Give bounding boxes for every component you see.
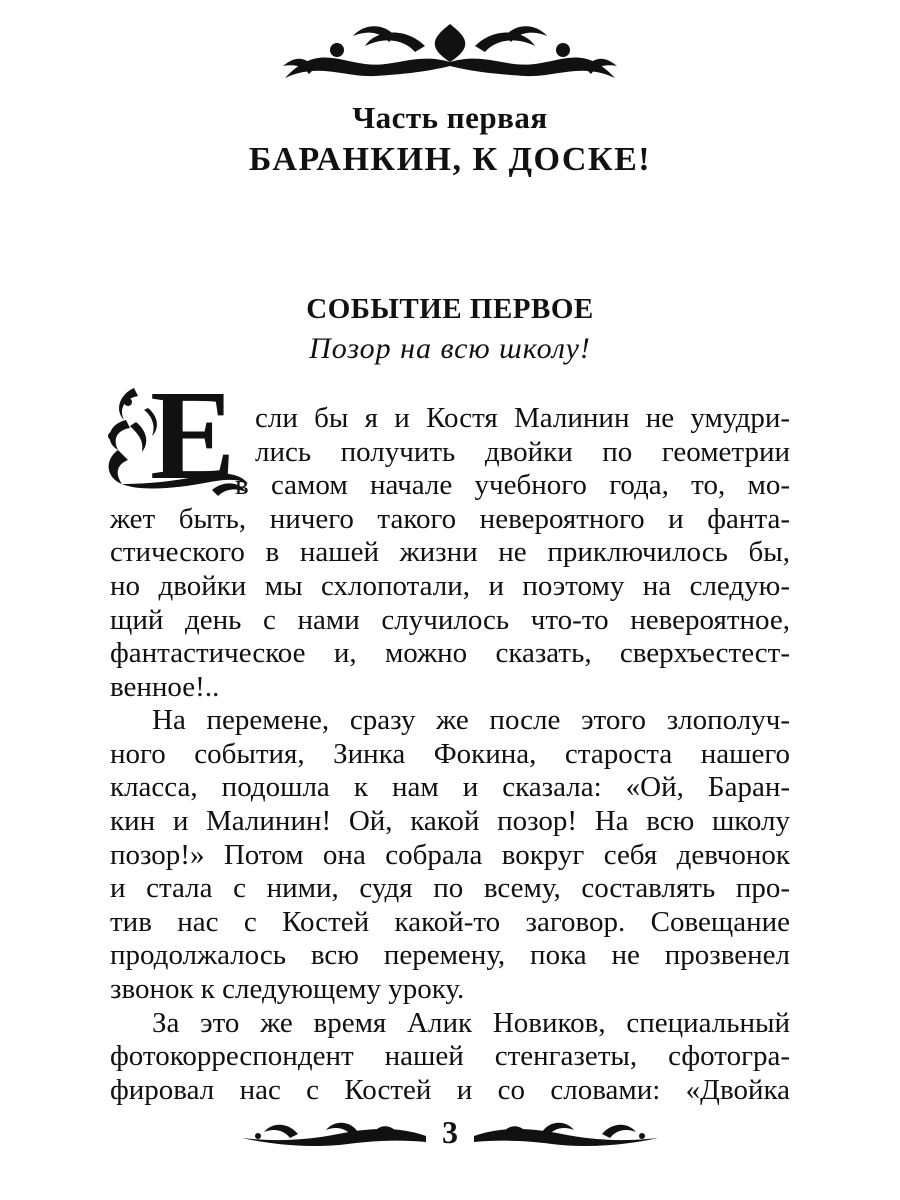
part-title: Часть первая — [352, 100, 548, 135]
page-number: 3 — [442, 1114, 458, 1150]
text-line: стического в нашей жизни не приключилось бы, — [110, 536, 790, 568]
text-line: жет быть, ничего такого невероятного и фанта- — [110, 503, 790, 535]
text-line: и стала с ними, судя по всему, составлять про- — [110, 872, 790, 904]
text-line: класса, подошла к нам и сказала: «Ой, Баран- — [110, 771, 790, 803]
text-line: сли бы я и Костя Малинин не умудри- — [255, 402, 790, 434]
text-line: фировал нас с Костей и со словами: «Двойка — [110, 1074, 790, 1106]
text-line: щий день с нами случилось что-то невероятное, — [110, 604, 790, 636]
text-line: позор!» Потом она собрала вокруг себя девчонок — [110, 839, 790, 871]
top-ornament-icon — [275, 16, 625, 88]
text-line: ного события, Зинка Фокина, староста нашего — [110, 738, 790, 770]
text-line: фотокорреспондент нашей стенгазеты, сфотогра- — [110, 1040, 790, 1072]
text-line: венное!.. — [110, 671, 220, 703]
drop-cap: Е — [150, 364, 236, 506]
text-line: звонок к следующему уроку. — [110, 973, 465, 1005]
text-line: кин и Малинин! Ой, какой позор! На всю школу — [110, 805, 790, 837]
text-line: За это же время Алик Новиков, специальный — [152, 1007, 790, 1039]
chapter-subtitle: Позор на всю школу! — [309, 332, 591, 365]
text-line: продолжалось всю перемену, пока не прозвенел — [110, 939, 790, 971]
text-line: лись получить двойки по геометрии — [255, 436, 790, 468]
text-line: тив нас с Костей какой-то заговор. Совещание — [110, 906, 790, 938]
footer-ornament-right-icon — [472, 1116, 662, 1152]
text-line: На перемене, сразу же после этого злополуч- — [152, 704, 790, 736]
text-line: фантастическое и, можно сказать, сверхъестест- — [110, 637, 790, 669]
text-line: в самом начале учебного года, то, мо- — [235, 469, 790, 501]
text-line: но двойки мы схлопотали, и поэтому на следую- — [110, 570, 790, 602]
book-title: БАРАНКИН, К ДОСКЕ! — [248, 141, 652, 178]
chapter-title: СОБЫТИЕ ПЕРВОЕ — [306, 293, 594, 325]
footer-ornament-left-icon — [238, 1116, 428, 1152]
